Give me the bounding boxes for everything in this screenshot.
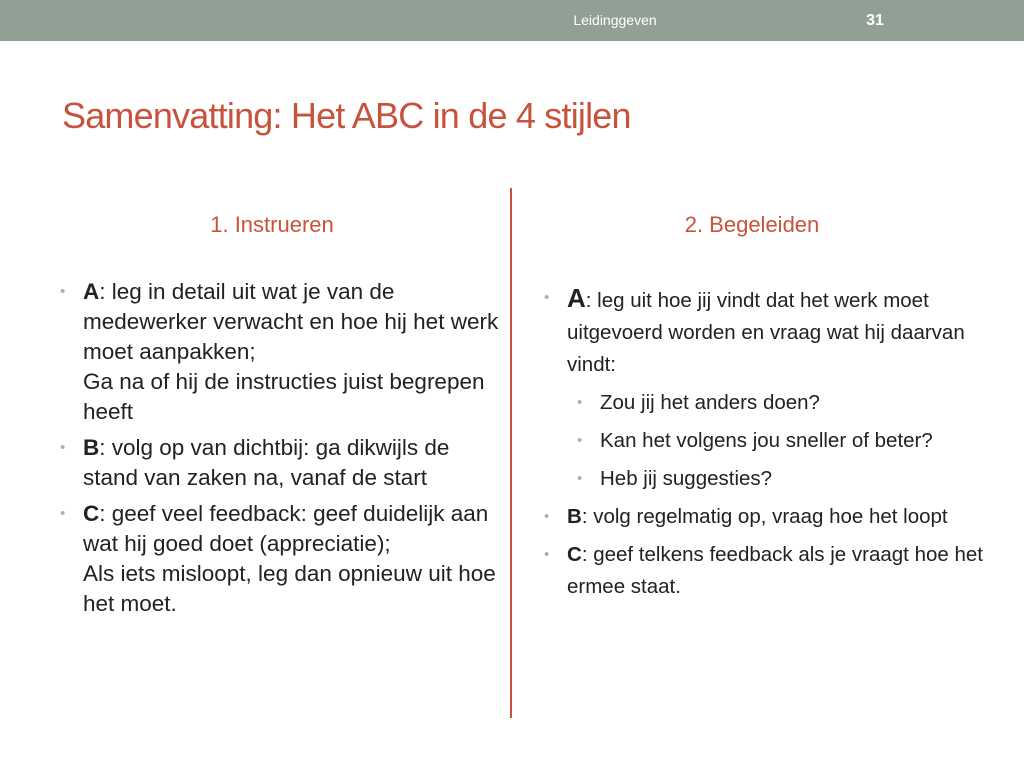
header-bar: [0, 0, 1024, 41]
left-bullet-list: [60, 277, 500, 625]
list-item: [544, 282, 984, 495]
page-number: 31: [866, 12, 884, 29]
sub-list-item: • Heb jij suggesties?: [577, 463, 984, 495]
right-bullet-list: [544, 282, 984, 609]
item-text: : leg in detail uit wat je van de medewerker verwacht en hoe hij het werk moet aanpakken;: [83, 279, 499, 364]
list-item: [60, 499, 500, 619]
item-text: : volg op van dichtbij: ga dikwijls de stand van zaken na, vanaf de start: [83, 435, 450, 490]
item-key: B: [567, 505, 582, 528]
sub-list-item: • Zou jij het anders doen?: [577, 387, 984, 419]
item-key: A: [83, 279, 100, 304]
list-item: [60, 277, 500, 427]
column-divider: [510, 188, 512, 718]
header-label: Leidinggeven: [573, 12, 657, 28]
item-text-continued: Ga na of hij de instructies juist begrepen heeft: [83, 369, 485, 424]
list-item: [60, 433, 500, 493]
item-text: : volg regelmatig op, vraag hoe het loopt: [581, 505, 948, 528]
list-item: [544, 501, 984, 533]
list-item: [544, 539, 984, 603]
item-key: B: [83, 435, 100, 460]
item-key: C: [567, 543, 582, 566]
item-text-continued: Als iets misloopt, leg dan opnieuw uit hoe het moet.: [83, 561, 496, 616]
item-text: : geef telkens feedback als je vraagt hoe het ermee staat.: [567, 543, 983, 598]
item-key: A: [567, 283, 586, 313]
sub-list-item: • Kan het volgens jou sneller of beter?: [577, 425, 984, 457]
right-column-heading: 2. Begeleiden: [684, 212, 820, 237]
left-column-heading: 1. Instrueren: [210, 212, 334, 237]
sub-bullet-list: [577, 387, 984, 495]
item-text: : leg uit hoe jij vindt dat het werk moet uitgevoerd worden en vraag wat hij daarvan vindt:: [567, 289, 965, 376]
item-key: C: [83, 501, 100, 526]
item-text: : geef veel feedback: geef duidelijk aan wat hij goed doet (appreciatie);: [83, 501, 489, 556]
slide-title: Samenvatting: Het ABC in de 4 stijlen: [62, 95, 631, 136]
